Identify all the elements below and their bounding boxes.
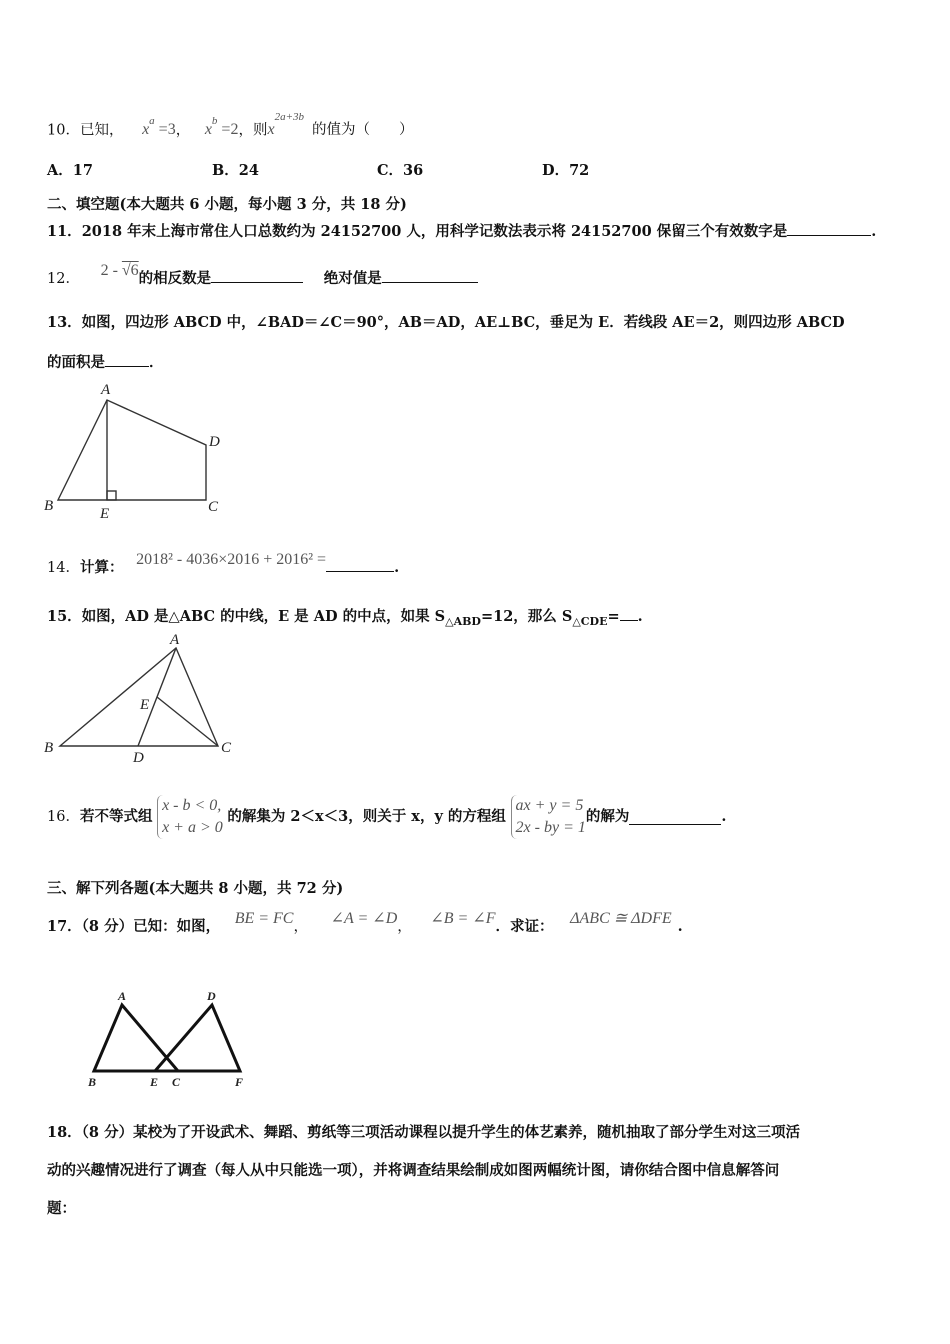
label-c: C	[221, 740, 232, 756]
triangle-abc	[60, 648, 218, 746]
q13-stem-line1: 13．如图，四边形 ABCD 中，∠BAD＝∠C＝90°，AB＝AD，AE⊥BC，垂足为 E．若线段 AE＝2，则四边形 ABCD	[47, 314, 845, 331]
q10-option-a: A．17	[47, 162, 93, 179]
q10-stem: 10．已知， $x^a =3$， $x^b =2$，则$x^{2a+3b}$的值为（ ）	[47, 111, 414, 139]
q13-stem-line2: 的面积是 ．	[47, 354, 164, 371]
q17-stem: 17．（8 分）已知：如图， BE = FC， ∠A = ∠D， ∠B = ∠F．求证： ΔABC ≅ ΔDFE .	[47, 910, 683, 935]
q16-answer-blank[interactable]	[629, 810, 721, 825]
q12-absolute-blank[interactable]	[382, 268, 478, 283]
q18-stem-line1: 18．（8 分）某校为了开设武术、舞蹈、剪纸等三项活动课程以提升学生的体艺素养，随机抽取了部分学生对这三项活	[47, 1124, 801, 1141]
section-3-title: 三、解下列各题(本大题共 8 小题，共 72 分)	[47, 880, 344, 897]
q18-stem-line3: 题：	[47, 1200, 76, 1217]
q13-answer-blank[interactable]	[105, 352, 149, 367]
q16-equation-system: ax + y = 5 2x - by = 1	[511, 795, 586, 839]
label-b: B	[44, 740, 54, 756]
q15-figure	[40, 630, 240, 770]
section-2-title: 二、填空题(本大题共 6 小题，每小题 3 分，共 18 分)	[47, 196, 407, 213]
label-d: D	[209, 434, 220, 450]
q14-answer-blank[interactable]	[326, 557, 394, 572]
label-e: E	[150, 1075, 159, 1089]
q15-answer-blank[interactable]	[620, 606, 638, 621]
q12-stem: 12． 2 - √6的相反数是 绝对值是	[47, 268, 478, 288]
segment-ec	[157, 697, 218, 746]
q16-stem: 16．若不等式组 x - b < 0, x + a > 0 的解集为 2＜x＜3，则关于 x，y 的方程组 ax + y = 5 2x - by = 1 的解为 .	[47, 795, 726, 839]
right-angle-mark	[107, 491, 116, 500]
label-b: B	[88, 1075, 97, 1089]
label-f: F	[235, 1075, 244, 1089]
q10-option-b: B．24	[212, 162, 259, 179]
label-a: A	[170, 632, 180, 648]
q12-opposite-blank[interactable]	[211, 268, 303, 283]
q11-stem: 11．2018 年末上海市常住人口总数约为 24152700 人，用科学记数法表示将 24152700 保留三个有效数字是 .	[47, 223, 877, 240]
label-a: A	[101, 382, 111, 398]
q11-answer-blank[interactable]	[787, 221, 871, 236]
label-c: C	[208, 499, 219, 515]
label-b: B	[44, 498, 54, 514]
label-e: E	[100, 506, 110, 522]
q13-figure	[40, 378, 240, 523]
q18-stem-line2: 动的兴趣情况进行了调查（每人从中只能选一项），并将调查结果绘制成如图两幅统计图，请你结合图中信息解答问	[47, 1162, 780, 1179]
label-a: A	[118, 989, 127, 1003]
q16-inequality-system: x - b < 0, x + a > 0	[157, 795, 223, 839]
label-e: E	[140, 697, 150, 713]
label-d: D	[207, 989, 216, 1003]
q10-option-c: C．36	[377, 162, 424, 179]
q14-stem: 14．计算： 2018² - 4036×2016 + 2016² = .	[47, 551, 400, 576]
q17-figure	[80, 985, 260, 1095]
q15-stem: 15．如图，AD 是△ABC 的中线，E 是 AD 的中点，如果 $S_{\triangle ABD}=12$，那么 $S_{\triangle CDE}=$ .	[47, 608, 643, 628]
label-c: C	[172, 1075, 181, 1089]
quadrilateral-abcd	[58, 400, 206, 500]
q10-option-d: D．72	[542, 162, 590, 179]
label-d: D	[133, 750, 144, 766]
